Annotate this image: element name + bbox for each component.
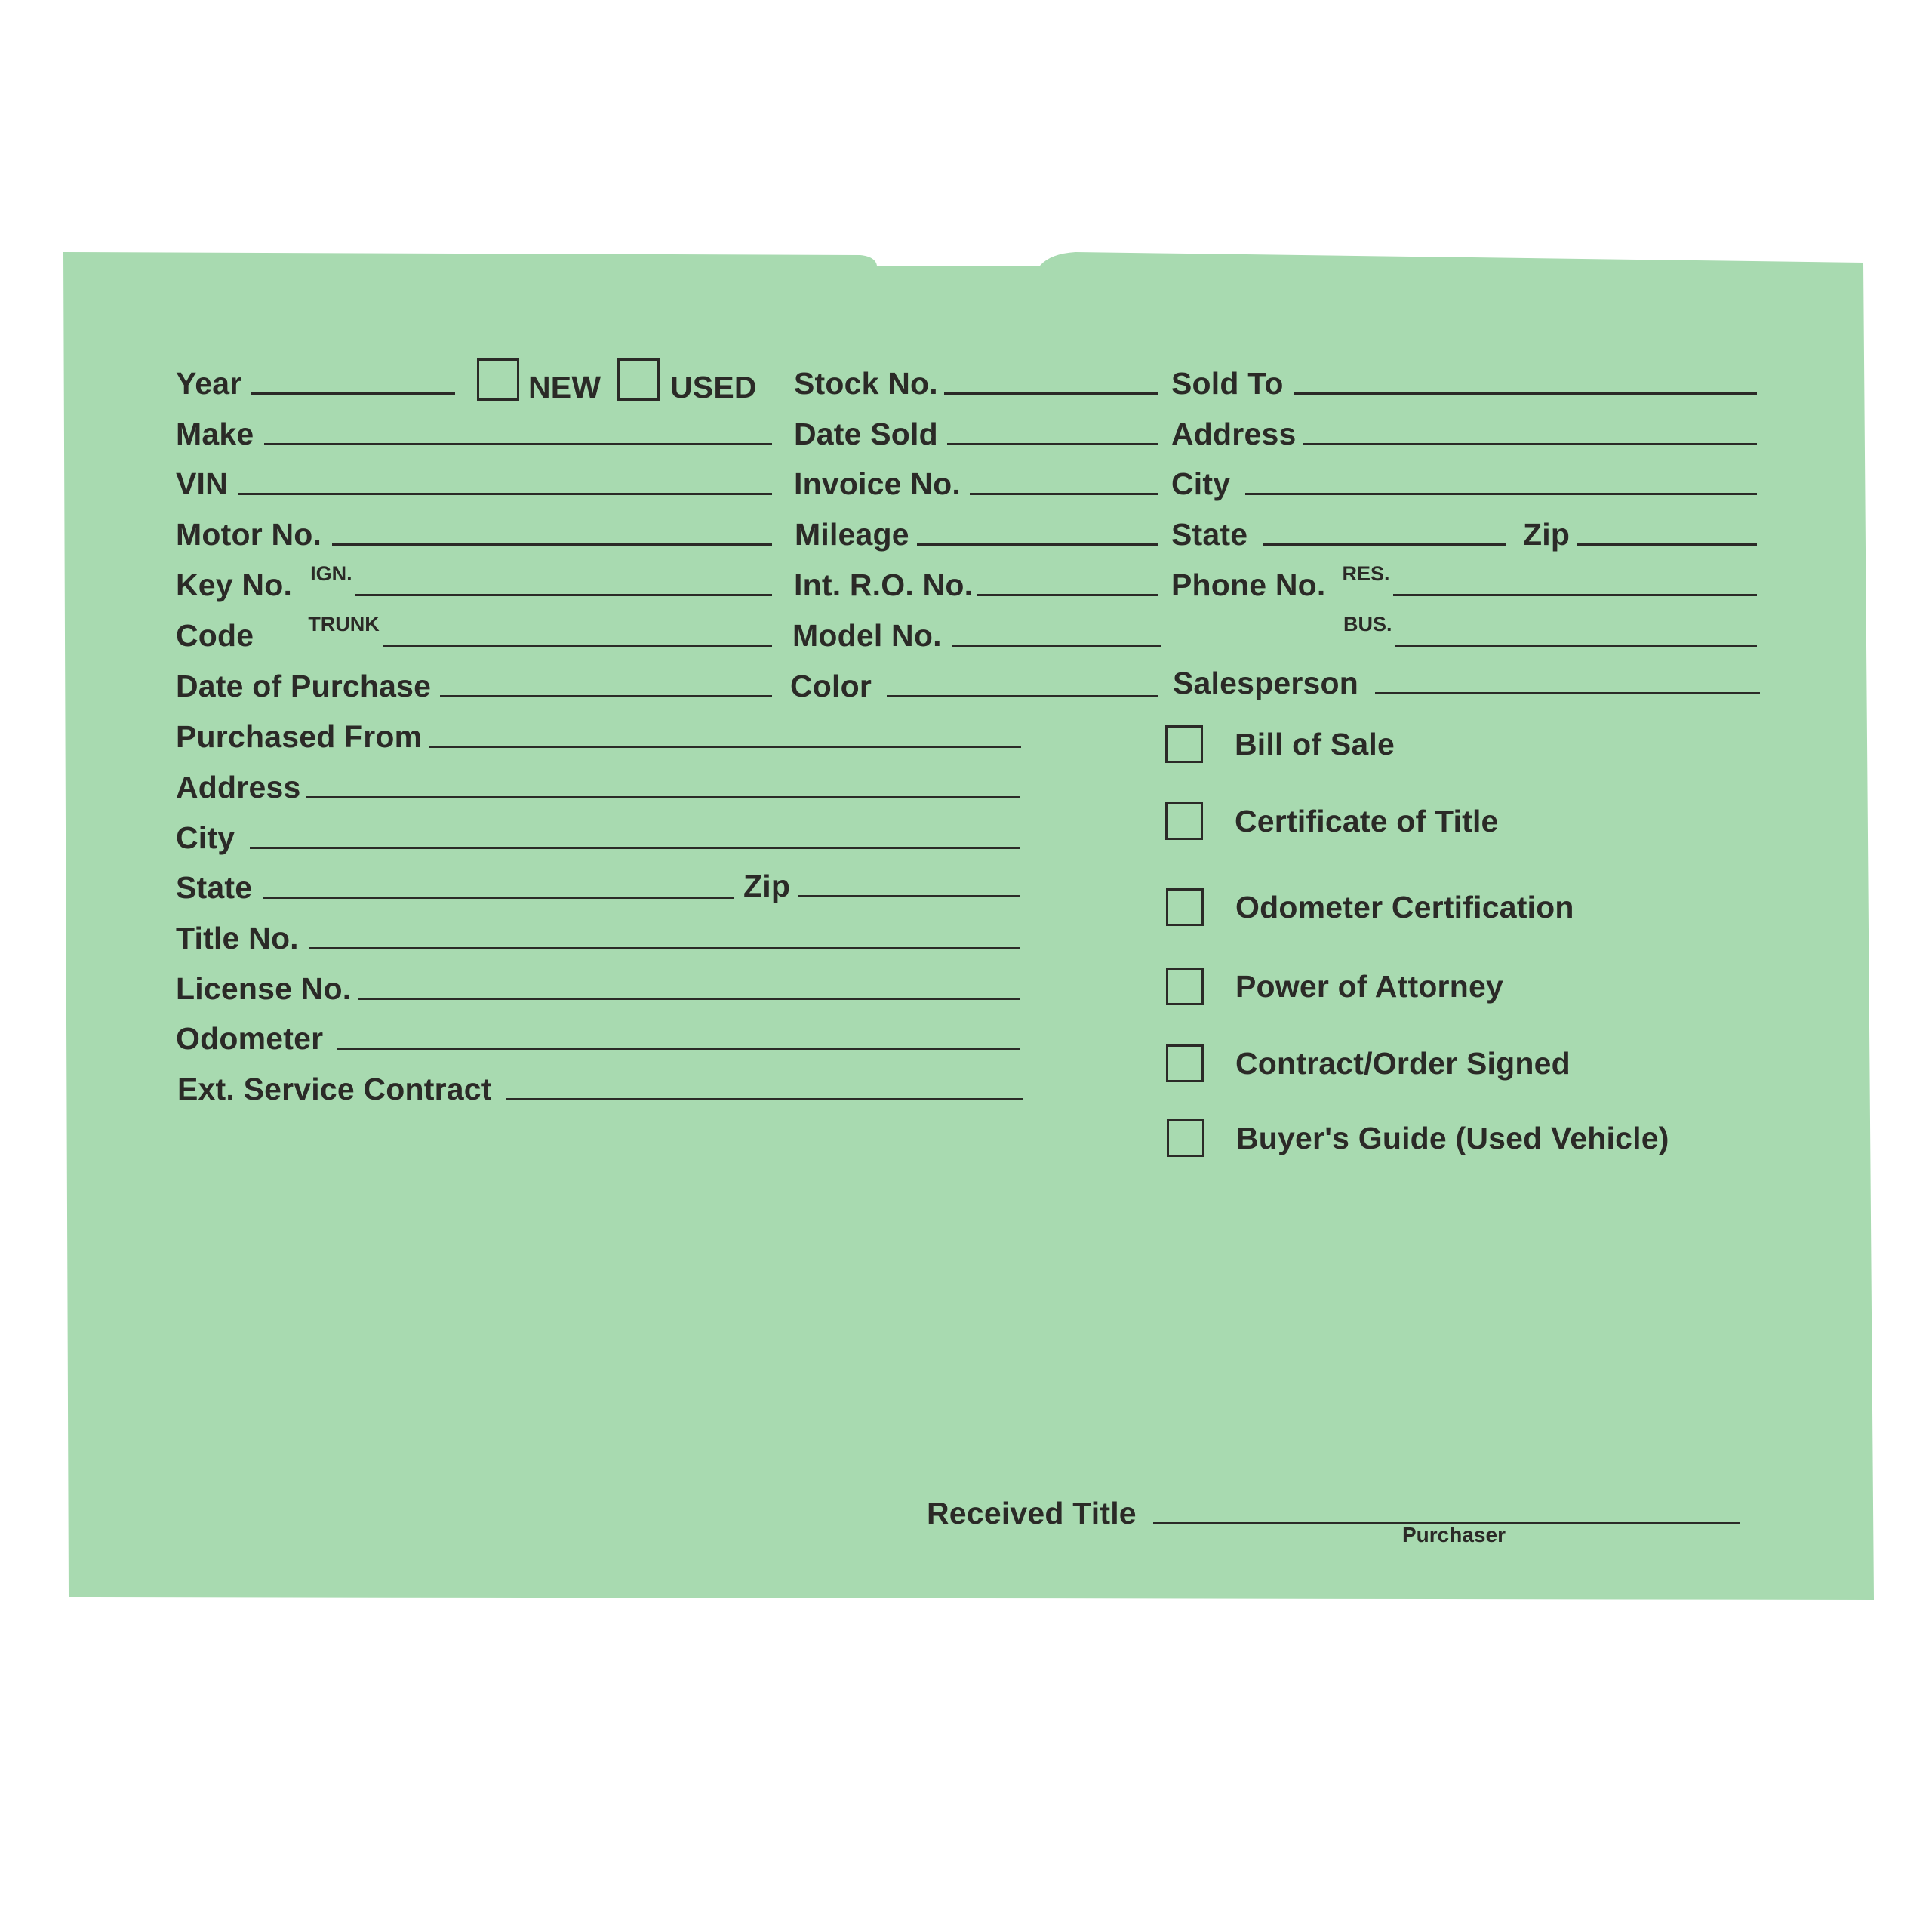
used-checkbox[interactable] bbox=[617, 358, 660, 401]
bus-label: BUS. bbox=[1343, 613, 1392, 635]
mileage-line[interactable] bbox=[917, 543, 1158, 546]
buyer-state-label: State bbox=[1171, 517, 1248, 552]
date-of-purchase-field[interactable] bbox=[176, 663, 772, 702]
salesperson-label: Salesperson bbox=[1173, 666, 1359, 700]
new-label: NEW bbox=[528, 370, 601, 405]
code-field[interactable] bbox=[176, 612, 772, 651]
key-no-line[interactable] bbox=[355, 594, 772, 596]
model-no-line[interactable] bbox=[952, 645, 1161, 647]
color-field[interactable] bbox=[790, 663, 1158, 702]
seller-zip-field[interactable] bbox=[743, 863, 1020, 902]
checkbox[interactable] bbox=[1166, 1044, 1204, 1082]
checkbox[interactable] bbox=[1166, 968, 1204, 1005]
odometer-label: Odometer bbox=[176, 1021, 324, 1056]
seller-address-line[interactable] bbox=[306, 796, 1020, 798]
used-label: USED bbox=[670, 370, 757, 405]
checklist-label: Contract/Order Signed bbox=[1235, 1045, 1571, 1081]
make-line[interactable] bbox=[264, 443, 772, 445]
code-line[interactable] bbox=[383, 645, 772, 647]
year-line[interactable] bbox=[251, 392, 455, 395]
motor-no-line[interactable] bbox=[332, 543, 772, 546]
new-checkbox[interactable] bbox=[477, 358, 519, 401]
seller-zip-label: Zip bbox=[743, 869, 791, 903]
license-no-field[interactable] bbox=[176, 965, 1020, 1004]
phone-bus-field[interactable] bbox=[1343, 612, 1757, 651]
date-of-purchase-label: Date of Purchase bbox=[176, 669, 432, 703]
purchased-from-label: Purchased From bbox=[176, 719, 423, 754]
buyer-city-line[interactable] bbox=[1245, 493, 1757, 495]
seller-state-line[interactable] bbox=[263, 897, 734, 899]
sold-to-field[interactable] bbox=[1171, 360, 1757, 399]
title-no-label: Title No. bbox=[176, 921, 299, 955]
invoice-no-line[interactable] bbox=[970, 493, 1158, 495]
sold-to-label: Sold To bbox=[1171, 366, 1284, 401]
checklist-item[interactable] bbox=[1166, 1044, 1571, 1083]
int-ro-no-field[interactable] bbox=[794, 561, 1158, 601]
int-ro-no-label: Int. R.O. No. bbox=[794, 568, 974, 602]
color-line[interactable] bbox=[887, 695, 1158, 697]
seller-city-line[interactable] bbox=[250, 847, 1020, 849]
seller-zip-line[interactable] bbox=[798, 895, 1020, 897]
date-sold-field[interactable] bbox=[794, 411, 1158, 450]
invoice-no-field[interactable] bbox=[794, 460, 1158, 500]
trunk-label: TRUNK bbox=[308, 613, 380, 635]
buyer-address-line[interactable] bbox=[1303, 443, 1757, 445]
checklist-label: Odometer Certification bbox=[1235, 889, 1574, 924]
seller-city-field[interactable] bbox=[176, 814, 1020, 854]
phone-res-line[interactable] bbox=[1393, 594, 1757, 596]
sold-to-line[interactable] bbox=[1294, 392, 1757, 395]
phone-no-label: Phone No. bbox=[1171, 568, 1326, 602]
code-label: Code bbox=[176, 618, 254, 653]
buyer-zip-field[interactable] bbox=[1523, 511, 1757, 550]
invoice-no-label: Invoice No. bbox=[794, 466, 961, 501]
license-no-line[interactable] bbox=[358, 998, 1020, 1000]
phone-bus-line[interactable] bbox=[1395, 645, 1757, 647]
vin-line[interactable] bbox=[238, 493, 772, 495]
key-no-label: Key No. bbox=[176, 568, 293, 602]
checklist-item[interactable] bbox=[1165, 801, 1499, 841]
buyer-state-line[interactable] bbox=[1263, 543, 1506, 546]
year-field[interactable] bbox=[176, 360, 455, 399]
make-label: Make bbox=[176, 417, 254, 451]
year-label: Year bbox=[176, 366, 242, 401]
int-ro-no-line[interactable] bbox=[977, 594, 1158, 596]
color-label: Color bbox=[790, 669, 872, 703]
ext-service-contract-field[interactable] bbox=[177, 1066, 1023, 1105]
stock-no-line[interactable] bbox=[944, 392, 1158, 395]
received-title-label: Received Title bbox=[927, 1496, 1137, 1531]
mileage-field[interactable] bbox=[795, 511, 1158, 550]
vin-label: VIN bbox=[176, 466, 228, 501]
ext-service-contract-line[interactable] bbox=[506, 1098, 1023, 1100]
vin-field[interactable] bbox=[176, 460, 772, 500]
ign-label: IGN. bbox=[310, 562, 352, 585]
used-option bbox=[670, 364, 757, 403]
seller-state-field[interactable] bbox=[176, 864, 734, 903]
checklist-label: Bill of Sale bbox=[1235, 726, 1395, 761]
mileage-label: Mileage bbox=[795, 517, 909, 552]
phone-no-field[interactable] bbox=[1171, 561, 1757, 601]
make-field[interactable] bbox=[176, 411, 772, 450]
buyer-address-label: Address bbox=[1171, 417, 1297, 451]
checkbox[interactable] bbox=[1166, 888, 1204, 926]
seller-city-label: City bbox=[176, 820, 235, 855]
seller-address-label: Address bbox=[176, 770, 301, 804]
buyer-city-label: City bbox=[1171, 466, 1231, 501]
checkbox[interactable] bbox=[1165, 725, 1203, 763]
odometer-line[interactable] bbox=[337, 1048, 1020, 1050]
date-of-purchase-line[interactable] bbox=[440, 695, 772, 697]
buyer-address-field[interactable] bbox=[1171, 411, 1757, 450]
res-label: RES. bbox=[1342, 562, 1390, 585]
title-no-field[interactable] bbox=[176, 915, 1020, 954]
checklist-item[interactable] bbox=[1166, 888, 1574, 927]
checklist-label: Buyer's Guide (Used Vehicle) bbox=[1236, 1120, 1669, 1155]
date-sold-label: Date Sold bbox=[794, 417, 938, 451]
checkbox[interactable] bbox=[1165, 802, 1203, 840]
purchaser-caption: Purchaser bbox=[1402, 1523, 1506, 1546]
motor-no-field[interactable] bbox=[176, 511, 772, 550]
seller-state-label: State bbox=[176, 870, 253, 905]
buyer-zip-line[interactable] bbox=[1577, 543, 1757, 546]
motor-no-label: Motor No. bbox=[176, 517, 322, 552]
model-no-field[interactable] bbox=[792, 612, 1161, 651]
new-option bbox=[528, 364, 601, 403]
purchased-from-field[interactable] bbox=[176, 713, 1021, 752]
odometer-field[interactable] bbox=[176, 1015, 1020, 1054]
checklist-label: Power of Attorney bbox=[1235, 968, 1503, 1004]
stock-no-label: Stock No. bbox=[794, 366, 938, 401]
date-sold-line[interactable] bbox=[947, 443, 1158, 445]
ext-service-contract-label: Ext. Service Contract bbox=[177, 1072, 492, 1106]
title-no-line[interactable] bbox=[309, 947, 1020, 949]
model-no-label: Model No. bbox=[792, 618, 942, 653]
license-no-label: License No. bbox=[176, 971, 352, 1006]
checklist-item[interactable] bbox=[1166, 967, 1503, 1006]
received-title-field[interactable] bbox=[927, 1490, 1740, 1529]
salesperson-field[interactable] bbox=[1173, 660, 1760, 699]
checklist-item[interactable] bbox=[1167, 1118, 1669, 1158]
stock-no-field[interactable] bbox=[794, 360, 1158, 399]
buyer-state-field[interactable] bbox=[1171, 511, 1506, 550]
checklist-item[interactable] bbox=[1165, 724, 1395, 764]
buyer-zip-label: Zip bbox=[1523, 517, 1571, 552]
buyer-city-field[interactable] bbox=[1171, 460, 1757, 500]
seller-address-field[interactable] bbox=[176, 764, 1020, 803]
checkbox[interactable] bbox=[1167, 1119, 1204, 1157]
salesperson-line[interactable] bbox=[1375, 692, 1760, 694]
key-no-field[interactable] bbox=[176, 561, 772, 601]
checklist-label: Certificate of Title bbox=[1235, 803, 1499, 838]
purchased-from-line[interactable] bbox=[429, 746, 1021, 748]
